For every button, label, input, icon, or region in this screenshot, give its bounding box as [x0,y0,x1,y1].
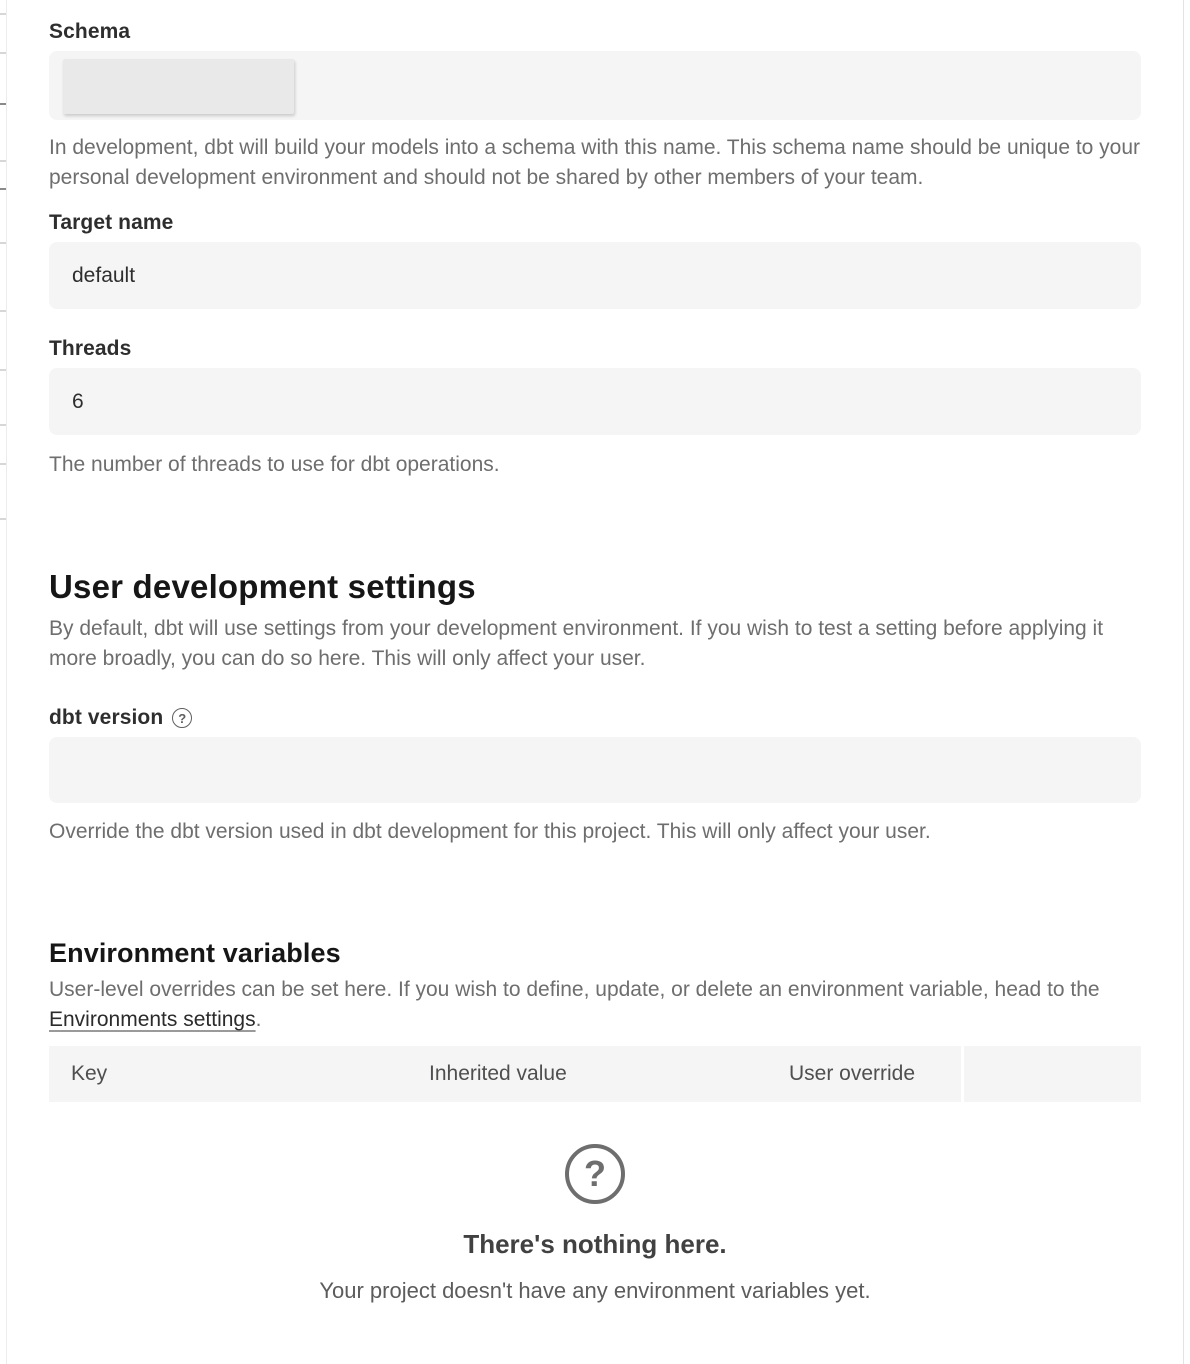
target-name-label: Target name [49,211,174,234]
left-rail-tick [0,188,6,190]
column-header-actions [964,1046,1141,1102]
schema-label: Schema [49,20,131,43]
environment-variables-title: Environment variables [49,938,341,968]
redacted-value-overlay [63,59,294,114]
empty-state [49,1144,1141,1306]
environment-variables-description [49,975,1141,1035]
empty-state-title: There's nothing here. [463,1229,727,1259]
left-rail [0,0,7,1364]
dbt-version-help-text: Override the dbt version used in dbt development for this project. This will only affect your user. [49,820,931,843]
user-development-settings-description: By default, dbt will use settings from your development environment. If you wish to test a setting before applying it more broadly, you can do so here. This will only affect your user. [49,617,1104,670]
left-rail-tick [0,242,6,244]
target-name-input[interactable] [49,242,1141,309]
column-header-inherited-value: Inherited value [429,1046,789,1102]
left-rail-tick [0,424,6,426]
left-rail-tick [0,518,6,520]
user-development-settings-title: User development settings [49,568,476,605]
dbt-version-label [49,706,1141,730]
column-header-key: Key [49,1046,429,1102]
question-circle-icon: ? [565,1144,625,1204]
environment-variables-description-text: User-level overrides can be set here. If you wish to define, update, or delete an environment variable, head to the [49,978,1100,1001]
environment-variables-description-period: . [255,1008,262,1031]
left-rail-tick [0,310,6,312]
column-header-user-override: User override [789,1046,961,1102]
left-rail-tick [0,369,6,371]
environment-variables-table-header [49,1046,1141,1102]
left-rail-tick [0,103,6,105]
threads-input[interactable] [49,368,1141,435]
environments-settings-link[interactable]: Environments settings [49,1008,256,1031]
threads-help-text: The number of threads to use for dbt operations. [49,453,500,476]
dbt-version-label-text: dbt version [49,706,164,729]
left-rail-tick [0,13,6,15]
settings-page [49,0,1141,1306]
schema-input[interactable] [49,51,1141,120]
help-circle-icon[interactable]: ? [172,708,192,728]
empty-state-subtitle: Your project doesn't have any environment variables yet. [319,1278,871,1303]
left-rail-tick [0,463,6,465]
scrollbar-track[interactable] [1183,0,1190,1364]
left-rail-tick [0,52,6,54]
threads-label: Threads [49,337,132,360]
dbt-version-input[interactable] [49,737,1141,803]
schema-help-text: In development, dbt will build your models into a schema with this name. This schema name should be unique to your personal development environment and should not be shared by other members of your team. [49,136,1141,189]
left-rail-tick [0,160,6,162]
